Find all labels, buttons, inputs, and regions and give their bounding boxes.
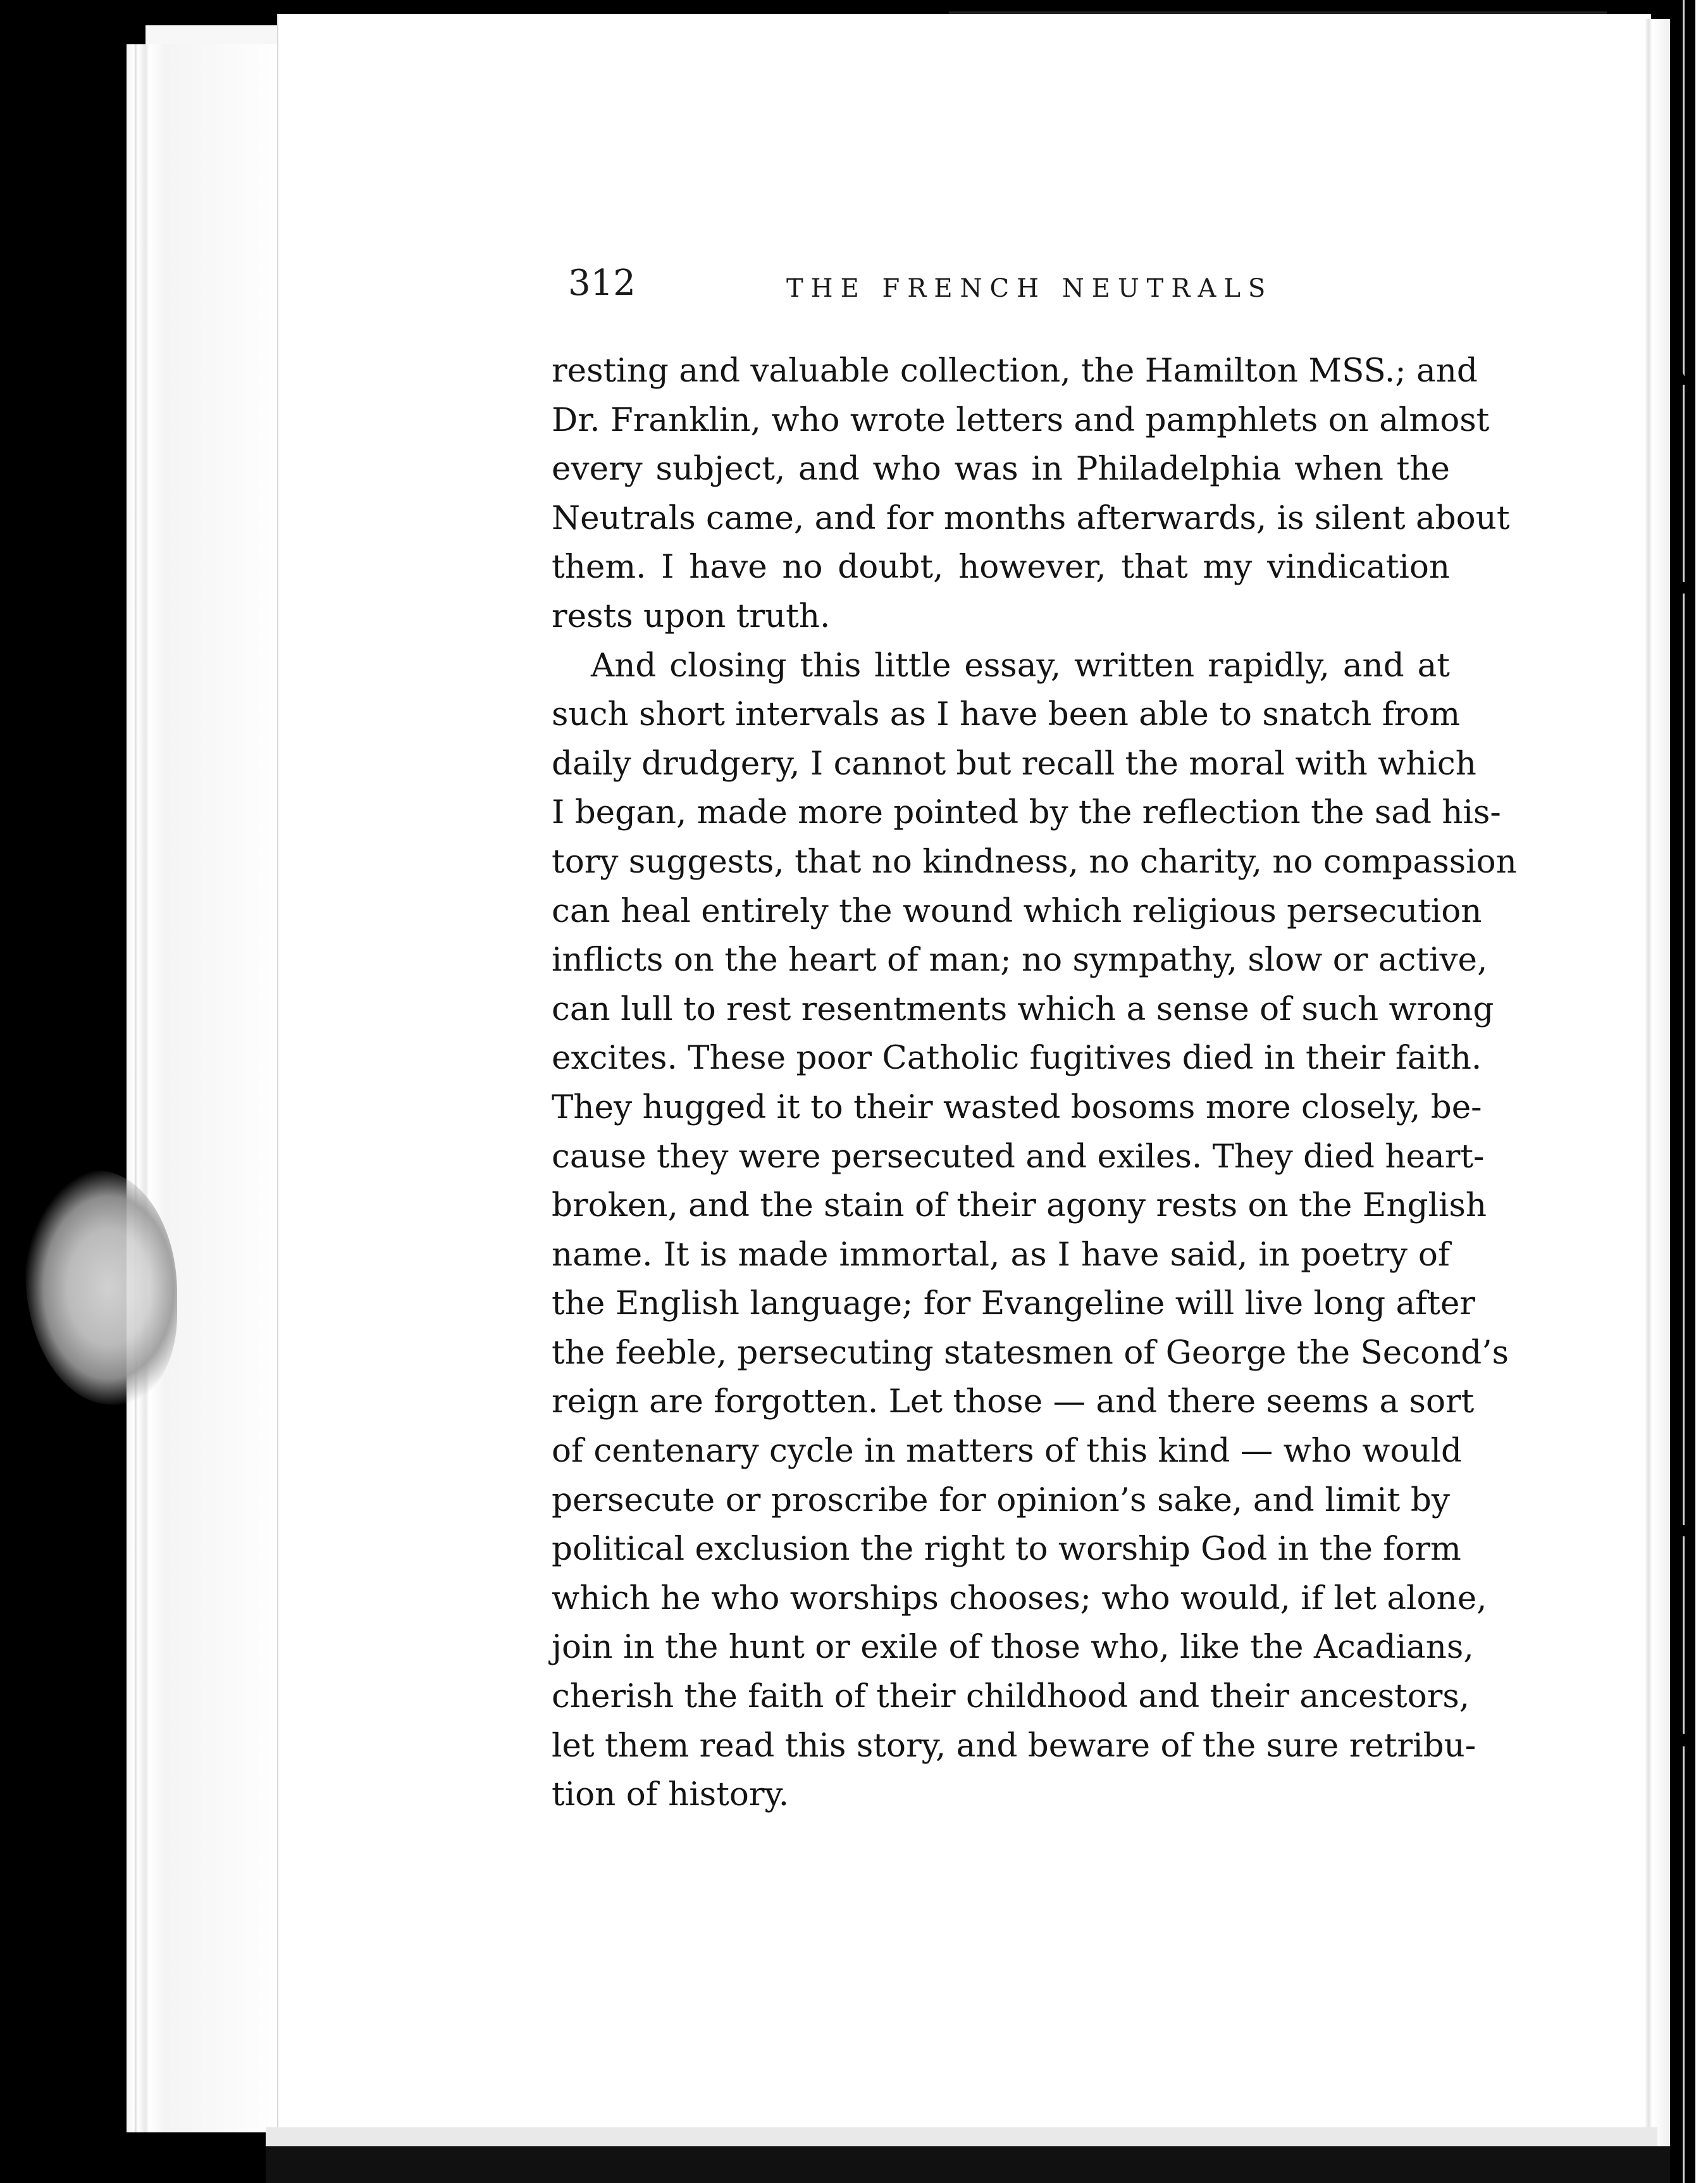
text-line: let them read this story, and beware of the sure retribu- [552, 1726, 1476, 1765]
text-line: cause they were persecuted and exiles. They died heart- [552, 1137, 1485, 1176]
paragraph-1 [552, 347, 1510, 642]
binding-mark-icon [1673, 1734, 1693, 1746]
text-line: They hugged it to their wasted bosoms more closely, be- [552, 1088, 1482, 1126]
text-line: Neutrals came, and for months afterwards, is silent about [552, 499, 1510, 537]
text-line: persecute or proscribe for opinion’s sake, and limit by [552, 1481, 1450, 1519]
text-line: resting and valuable collection, the Hamilton MSS.; and [552, 352, 1478, 390]
page-number: 312 [568, 263, 636, 304]
text-line: daily drudgery, I cannot but recall the moral with which [552, 744, 1476, 783]
text-line: which he who worships chooses; who would, if let alone, [552, 1579, 1487, 1617]
text-line: can heal entirely the wound which religious persecution [552, 892, 1482, 930]
text-line: cherish the faith of their childhood and their ancestors, [552, 1677, 1470, 1716]
text-line: such short intervals as I have been able to snatch from [552, 695, 1461, 734]
text-line: reign are forgotten. Let those — and there seems a sort [552, 1383, 1475, 1421]
page-bottom-edge [266, 2127, 1657, 2146]
paragraph-2 [552, 642, 1517, 1820]
text-line: And closing this little essay, written rapidly, and at [591, 646, 1450, 685]
text-line: excites. These poor Catholic fugitives died in their faith. [552, 1039, 1482, 1078]
text-line: of centenary cycle in matters of this kind — who would [552, 1432, 1462, 1471]
text-line: the feeble, persecuting statesmen of George the Second’s [552, 1333, 1509, 1372]
page-header [568, 263, 1441, 320]
binding-line [1683, 0, 1685, 2183]
text-line: Dr. Franklin, who wrote letters and pamphlets on almost [552, 401, 1490, 439]
text-line: rests upon truth. [552, 597, 831, 635]
running-head: THE FRENCH NEUTRALS [786, 274, 1273, 303]
binding-mark-icon [1673, 582, 1693, 594]
text-line: the English language; for Evangeline will live long after [552, 1284, 1476, 1323]
page-right-edge [1645, 19, 1670, 2158]
text-line: them. I have no doubt, however, that my vindication [552, 548, 1450, 587]
text-line: inflicts on the heart of man; no sympathy, slow or active, [552, 941, 1488, 980]
text-line: can lull to rest resentments which a sense of such wrong [552, 990, 1494, 1028]
text-line: tion of history. [552, 1776, 789, 1814]
scan-bottom-shadow [266, 2146, 1670, 2183]
binding-mark-icon [1670, 367, 1689, 385]
text-line: broken, and the stain of their agony rests on the English [552, 1186, 1487, 1225]
text-line: every subject, and who was in Philadelphia when the [552, 450, 1450, 488]
binding-mark-icon [1673, 1525, 1693, 1536]
text-line: tory suggests, that no kindness, no charity, no compassion [552, 842, 1517, 881]
text-line: join in the hunt or exile of those who, like the Acadians, [552, 1628, 1474, 1667]
text-line: I began, made more pointed by the reflection the sad his- [552, 793, 1501, 832]
body-text [552, 347, 1517, 1820]
page-stack-left-edge [127, 44, 285, 2132]
text-line: name. It is made immortal, as I have said, in poetry of [552, 1235, 1450, 1274]
text-line: political exclusion the right to worship God in the form [552, 1530, 1461, 1569]
scan-right-margin [1695, 0, 1708, 2183]
